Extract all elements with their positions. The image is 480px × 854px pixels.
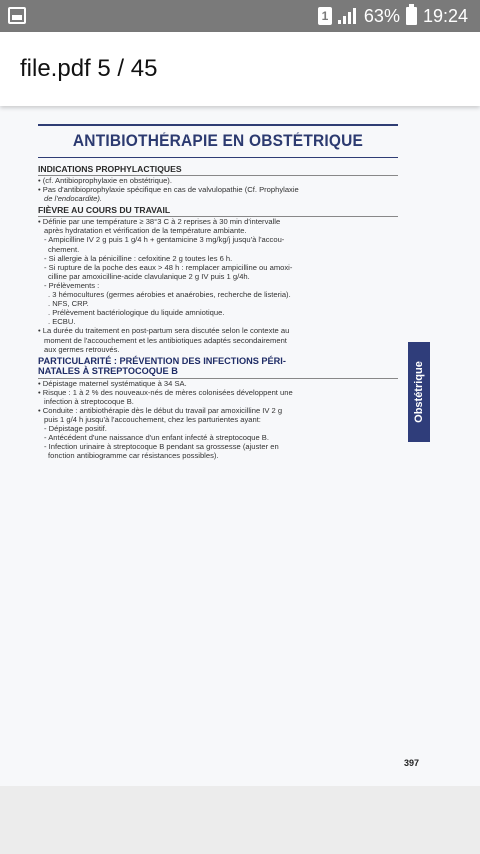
status-icons [318,0,468,32]
status-bar [0,0,480,32]
document-content [38,124,398,461]
text-line: • Risque : 1 à 2 % des nouveaux-nés de mères colonisées développent une [38,387,293,397]
page-number: 397 [404,758,420,768]
section-heading: PARTICULARITÉ : PRÉVENTION DES INFECTIONS PÉRI- [38,355,286,366]
text-line: . 3 hémocultures (germes aérobies et anaérobies, recherche de listeria). [48,290,291,300]
text-line: puis 1 g/4 h jusqu'à l'accouchement, chez les parturientes ayant: [44,415,261,425]
text-line: - Si rupture de la poche des eaux > 48 h : remplacer ampicilline ou amoxi- [44,262,293,272]
app-bar [0,32,480,106]
section-heading-continued: NATALES À STREPTOCOQUE B [38,366,398,379]
text-line: - Dépistage positif. [44,424,107,434]
text-line: cilline par amoxicilline-acide clavulanique 2 g IV puis 1 g/4h. [48,271,250,281]
pdf-page[interactable] [0,106,480,786]
text-line: . ECBU. [48,317,76,327]
text-line: fonction antibiogramme car résistances possibles). [48,451,219,461]
text-line: moment de l'accouchement et les antibiotiques adaptés secondairement [44,335,287,345]
text-line: - Infection urinaire à streptocoque B pendant sa grossesse (ajuster en [44,442,279,452]
text-line: infection à streptocoque B. [44,396,134,406]
text-line: • Définie par une température ≥ 38°3 C à 2 reprises à 30 min d'intervalle [38,217,281,227]
clock: 19:24 [422,5,468,26]
text-line: • Conduite : antibiothérapie dès le début du travail par amoxicilline IV 2 g [38,405,283,415]
text-line: de l'endocardite). [44,194,103,204]
text-line: . Prélèvement bactériologique du liquide amniotique. [48,308,225,318]
text-line: après hydratation et vérification de la température ambiante. [44,226,247,236]
signal-icon [338,8,358,24]
section-heading: FIÈVRE AU COURS DU TRAVAIL [38,205,398,217]
battery-icon [406,7,417,25]
text-line: chement. [48,244,80,254]
section-heading: INDICATIONS PROPHYLACTIQUES [38,164,398,176]
text-line: • La durée du traitement en post-partum sera discutée selon le contexte au [38,326,290,336]
gallery-icon [8,7,26,24]
battery-percent: 63% [363,5,400,26]
text-line: - Si allergie à la pénicilline : cefoxitine 2 g toutes les 6 h. [44,253,233,263]
text-line: - Antécédent d'une naissance d'un enfant infecté à streptocoque B. [44,433,269,443]
side-tab-label: Obstétrique [413,361,425,423]
text-line: aux germes retrouvés. [44,344,120,354]
bottom-bar [0,786,480,854]
text-line: . NFS, CRP. [48,299,89,309]
file-title: file.pdf 5 / 45 [20,55,158,82]
document-title: ANTIBIOTHÉRAPIE EN OBSTÉTRIQUE [72,132,364,151]
text-line: - Prélèvements : [44,280,100,290]
text-line: • (cf. Antibioprophylaxie en obstétrique). [38,176,172,185]
text-line: - Ampicilline IV 2 g puis 1 g/4 h + gentamicine 3 mg/kg/j jusqu'à l'accou- [44,235,285,245]
sim-icon: 1 [318,7,332,25]
text-line: • Pas d'antibioprophylaxie spécifique en cas de valvulopathie (Cf. Prophylaxie [38,185,299,195]
section-side-tab [408,342,430,442]
text-line: • Dépistage maternel systématique à 34 SA. [38,378,187,388]
